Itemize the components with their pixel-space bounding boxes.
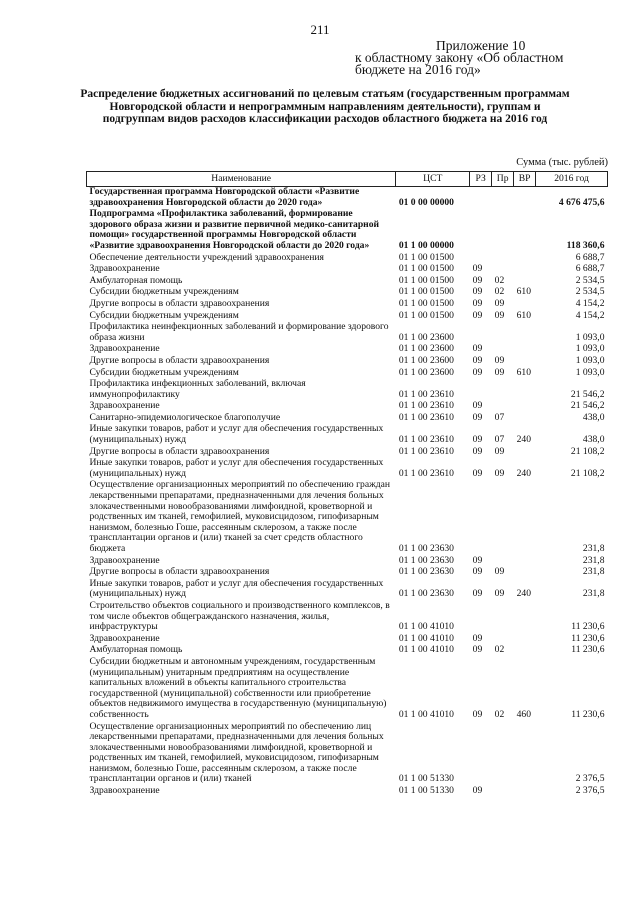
row-cst: 01 1 00 41010 [398, 632, 454, 644]
row-vr [514, 401, 536, 413]
table-row [87, 657, 608, 722]
row-vr [514, 722, 536, 787]
row-cst: 01 1 00 23630 [398, 566, 454, 578]
row-cst: 01 1 00 23600 [398, 366, 454, 378]
row-name: Субсидии бюджетным учреждениям [89, 309, 239, 321]
header-name: Наименование [87, 172, 396, 187]
row-name: Профилактика неинфекционных заболеваний и формирование здорового образа жизни [89, 321, 389, 343]
row-cst: 01 1 00 41010 [398, 621, 454, 633]
row-sum: 4 154,2 [575, 297, 605, 309]
row-sum: 231,8 [582, 588, 605, 600]
row-name: Амбулаторная помощь [89, 644, 183, 656]
row-cst: 01 1 00 01500 [398, 274, 454, 286]
table-row [87, 264, 608, 276]
header-year: 2016 год [536, 172, 608, 187]
row-rz: 09 [472, 263, 483, 275]
row-name: Осуществление организационных мероприятий по обеспечению лиц лекарственными препаратами, предназначенными для лечения больных злокачественными новообразованиями лимфоидной, кроветворной и родственных им тканей, гемофилией, муковисцидозом, гипофизарным нанизмом, болезнью Гоше, рассеянным склерозом, а также после трансплантации органов и (или) тканей [89, 720, 384, 785]
row-cst: 01 1 00 23610 [398, 411, 454, 423]
row-pr [492, 209, 514, 252]
row-name: Профилактика инфекционных заболеваний, включая иммунопрофилактику [89, 378, 306, 400]
row-vr [514, 413, 536, 425]
budget-table [86, 171, 608, 798]
row-pr: 09 [494, 445, 505, 457]
row-sum: 2 376,5 [575, 785, 605, 797]
row-name: Иные закупки товаров, работ и услуг для обеспечения государственных (муниципальных) нужд [89, 457, 384, 479]
table-row [87, 187, 608, 210]
row-pr [492, 187, 514, 210]
row-sum: 21 546,2 [570, 388, 605, 400]
row-name: Здравоохранение [89, 343, 160, 355]
row-rz [470, 379, 492, 401]
table-row [87, 356, 608, 368]
row-cst: 01 1 00 41010 [398, 644, 454, 656]
row-cst: 01 1 00 23630 [398, 554, 454, 566]
row-name: Амбулаторная помощь [89, 274, 183, 286]
row-rz: 09 [472, 400, 483, 412]
table-row [87, 458, 608, 480]
annex-line-1: Приложение 10 [436, 38, 526, 53]
row-cst: 01 1 00 23610 [398, 388, 454, 400]
row-sum: 11 230,6 [571, 621, 605, 633]
row-sum: 438,0 [582, 411, 605, 423]
row-pr: 09 [494, 366, 505, 378]
row-rz: 09 [472, 286, 483, 298]
row-sum: 6 688,7 [575, 251, 605, 263]
row-name: Здравоохранение [89, 400, 160, 412]
row-cst: 01 1 00 23610 [398, 434, 454, 446]
row-cst: 01 1 00 51330 [398, 773, 454, 785]
row-rz [470, 322, 492, 344]
row-sum: 4 676 475,6 [558, 196, 605, 208]
row-sum: 2 534,5 [575, 286, 605, 298]
row-name: Другие вопросы в области здравоохранения [89, 445, 270, 457]
row-vr [514, 786, 536, 798]
document-title: Распределение бюджетных ассигнований по целевым статьям (государственным программам Новгородской области и непрограммным направлениям деятельности), группам и подгруппам видов расходов классификации расходов областного бюджета на 2016 год [80, 88, 570, 125]
row-vr: 460 [516, 708, 532, 720]
table-row [87, 209, 608, 252]
table-row [87, 786, 608, 798]
row-cst: 01 1 00 01500 [398, 251, 454, 263]
row-pr [492, 722, 514, 787]
row-rz [470, 601, 492, 634]
row-pr: 09 [494, 354, 505, 366]
header-rz: РЗ [470, 172, 492, 187]
row-vr [514, 356, 536, 368]
row-pr: 09 [494, 566, 505, 578]
row-pr: 07 [494, 434, 505, 446]
row-cst: 01 1 00 01500 [398, 309, 454, 321]
row-sum: 1 093,0 [575, 354, 605, 366]
row-sum: 4 154,2 [575, 309, 605, 321]
row-rz [470, 480, 492, 555]
row-vr [514, 634, 536, 646]
row-cst: 01 1 00 01500 [398, 297, 454, 309]
row-rz: 09 [472, 274, 483, 286]
row-rz [470, 209, 492, 252]
row-name: Другие вопросы в области здравоохранения [89, 566, 270, 578]
table-row [87, 480, 608, 555]
row-vr [514, 264, 536, 276]
row-rz: 09 [472, 644, 483, 656]
row-vr [514, 379, 536, 401]
row-sum: 438,0 [582, 434, 605, 446]
row-pr [492, 264, 514, 276]
row-pr [492, 322, 514, 344]
row-vr [514, 299, 536, 311]
row-rz [470, 722, 492, 787]
row-rz: 09 [472, 411, 483, 423]
table-row [87, 379, 608, 401]
row-rz [470, 187, 492, 210]
row-rz: 09 [472, 467, 483, 479]
row-pr [492, 786, 514, 798]
row-pr [492, 601, 514, 634]
row-pr [492, 480, 514, 555]
row-vr [514, 645, 536, 657]
row-pr: 02 [494, 286, 505, 298]
row-pr: 09 [494, 467, 505, 479]
row-pr: 02 [494, 708, 505, 720]
row-cst: 01 0 00 00000 [398, 196, 454, 208]
row-name: Субсидии бюджетным и автономным учреждениям, государственным (муниципальным) унитарным предприятиям на осуществление капитальных вложений в объекты капитального строительства государственной (муниципальной) собственности или приобретение объектов недвижимого имущества в государственную (муниципальную) собственность [89, 655, 387, 720]
row-cst: 01 1 00 23630 [398, 543, 454, 554]
row-pr [492, 379, 514, 401]
row-vr [514, 187, 536, 210]
row-rz: 09 [472, 785, 483, 797]
row-name: Субсидии бюджетным учреждениям [89, 366, 239, 378]
row-sum: 2 534,5 [575, 274, 605, 286]
row-name: Обеспечение деятельности учреждений здравоохранения [89, 251, 324, 263]
row-vr [514, 556, 536, 568]
row-rz: 09 [472, 354, 483, 366]
row-sum: 21 546,2 [570, 400, 605, 412]
row-name: Здравоохранение [89, 785, 160, 797]
row-name: Здравоохранение [89, 632, 160, 644]
row-rz: 09 [472, 588, 483, 600]
row-rz: 09 [472, 554, 483, 566]
row-sum: 11 230,6 [571, 644, 605, 656]
row-vr [514, 601, 536, 634]
row-vr: 240 [516, 467, 532, 479]
row-vr [514, 480, 536, 555]
table-row [87, 601, 608, 634]
row-rz: 09 [472, 708, 483, 720]
annex-line-2: к областному закону «Об областном [355, 50, 564, 65]
header-vr: ВР [514, 172, 536, 187]
row-vr: 240 [516, 434, 532, 446]
row-sum: 6 688,7 [575, 263, 605, 275]
units-note: Сумма (тыс. рублей) [516, 157, 608, 168]
row-sum: 21 108,2 [570, 467, 605, 479]
row-sum: 1 093,0 [575, 331, 605, 343]
row-vr: 610 [516, 286, 532, 298]
row-cst: 01 1 00 23630 [398, 588, 454, 600]
table-row [87, 253, 608, 265]
row-rz: 09 [472, 343, 483, 355]
row-cst: 01 1 00 00000 [398, 239, 454, 251]
header-cst: ЦСТ [396, 172, 470, 187]
row-name: Здравоохранение [89, 554, 160, 566]
row-rz: 09 [472, 366, 483, 378]
row-rz: 09 [472, 445, 483, 457]
row-sum: 11 230,6 [571, 708, 605, 720]
row-pr: 02 [494, 274, 505, 286]
annex-reference [340, 40, 600, 76]
row-name: Подпрограмма «Профилактика заболеваний, формирование здорового образа жизни и развитие первичной медико-санитарной помощи» государственной программы Новгородской области «Развитие здравоохранения Новгородской области до 2020 года» [89, 208, 380, 251]
row-rz: 09 [472, 632, 483, 644]
row-vr [514, 447, 536, 459]
row-sum: 1 093,0 [575, 366, 605, 378]
row-rz: 09 [472, 297, 483, 309]
row-cst: 01 1 00 23600 [398, 343, 454, 355]
row-sum: 2 376,5 [575, 773, 605, 785]
row-vr [514, 322, 536, 344]
row-cst: 01 1 00 23610 [398, 467, 454, 479]
row-name: Субсидии бюджетным учреждениям [89, 286, 239, 298]
row-rz: 09 [472, 566, 483, 578]
table-row [87, 722, 608, 787]
table-row [87, 579, 608, 601]
row-sum: 231,8 [582, 554, 605, 566]
row-vr: 240 [516, 588, 532, 600]
row-vr [514, 253, 536, 265]
row-cst: 01 1 00 51330 [398, 785, 454, 797]
table-row [87, 322, 608, 344]
row-cst: 01 1 00 01500 [398, 286, 454, 298]
row-vr [514, 344, 536, 356]
row-name: Государственная программа Новгородской области «Развитие здравоохранения Новгородской области до 2020 года» [89, 186, 360, 208]
row-sum: 21 108,2 [570, 445, 605, 457]
row-name: Иные закупки товаров, работ и услуг для обеспечения государственных (муниципальных) нужд [89, 423, 384, 446]
row-name: Строительство объектов социального и производственного комплексов, в том числе объектов общегражданского назначения, жилья, инфраструктуры [89, 599, 390, 633]
row-pr: 02 [494, 644, 505, 656]
row-vr: 610 [516, 309, 532, 321]
annex-line-3: бюджете на 2016 год» [355, 62, 481, 77]
table-row [87, 424, 608, 446]
page-number: 211 [310, 22, 330, 37]
row-rz: 09 [472, 309, 483, 321]
row-cst: 01 1 00 23610 [398, 400, 454, 412]
row-cst: 01 1 00 23600 [398, 331, 454, 343]
row-vr: 610 [516, 366, 532, 378]
row-sum: 1 093,0 [575, 343, 605, 355]
row-name: Здравоохранение [89, 263, 160, 275]
row-pr: 09 [494, 309, 505, 321]
row-name: Другие вопросы в области здравоохранения [89, 297, 270, 309]
row-pr: 09 [494, 297, 505, 309]
row-sum: 11 230,6 [571, 632, 605, 644]
row-pr [492, 253, 514, 265]
row-cst: 01 1 00 23600 [398, 354, 454, 366]
row-sum: 231,8 [582, 543, 605, 554]
row-sum: 118 360,6 [566, 239, 605, 251]
row-pr: 09 [494, 588, 505, 600]
row-name: Другие вопросы в области здравоохранения [89, 354, 270, 366]
row-cst: 01 1 00 23610 [398, 445, 454, 457]
table-header-row [87, 172, 608, 187]
row-sum: 231,8 [582, 566, 605, 578]
row-cst: 01 1 00 41010 [398, 708, 454, 720]
row-name: Санитарно-эпидемиологическое благополучие [89, 411, 281, 423]
row-name: Осуществление организационных мероприятий по обеспечению граждан лекарственными препаратами, предназначенными для лечения больных злокачественными новообразованиями лимфоидной, кроветворной и родственных им тканей, гемофилией, муковисцидозом, гипофизарным нанизмом, болезнью Гоше, рассеянным склерозом, а также после трансплантации органов и (или) тканей за счет средств областного бюджета [89, 479, 391, 554]
row-pr: 07 [494, 411, 505, 423]
row-vr [514, 567, 536, 579]
table-row [87, 299, 608, 311]
row-rz: 09 [472, 434, 483, 446]
row-vr [514, 209, 536, 252]
row-cst: 01 1 00 01500 [398, 263, 454, 275]
header-pr: Пр [492, 172, 514, 187]
table-body [87, 187, 608, 798]
row-name: Иные закупки товаров, работ и услуг для обеспечения государственных (муниципальных) нужд [89, 577, 384, 600]
